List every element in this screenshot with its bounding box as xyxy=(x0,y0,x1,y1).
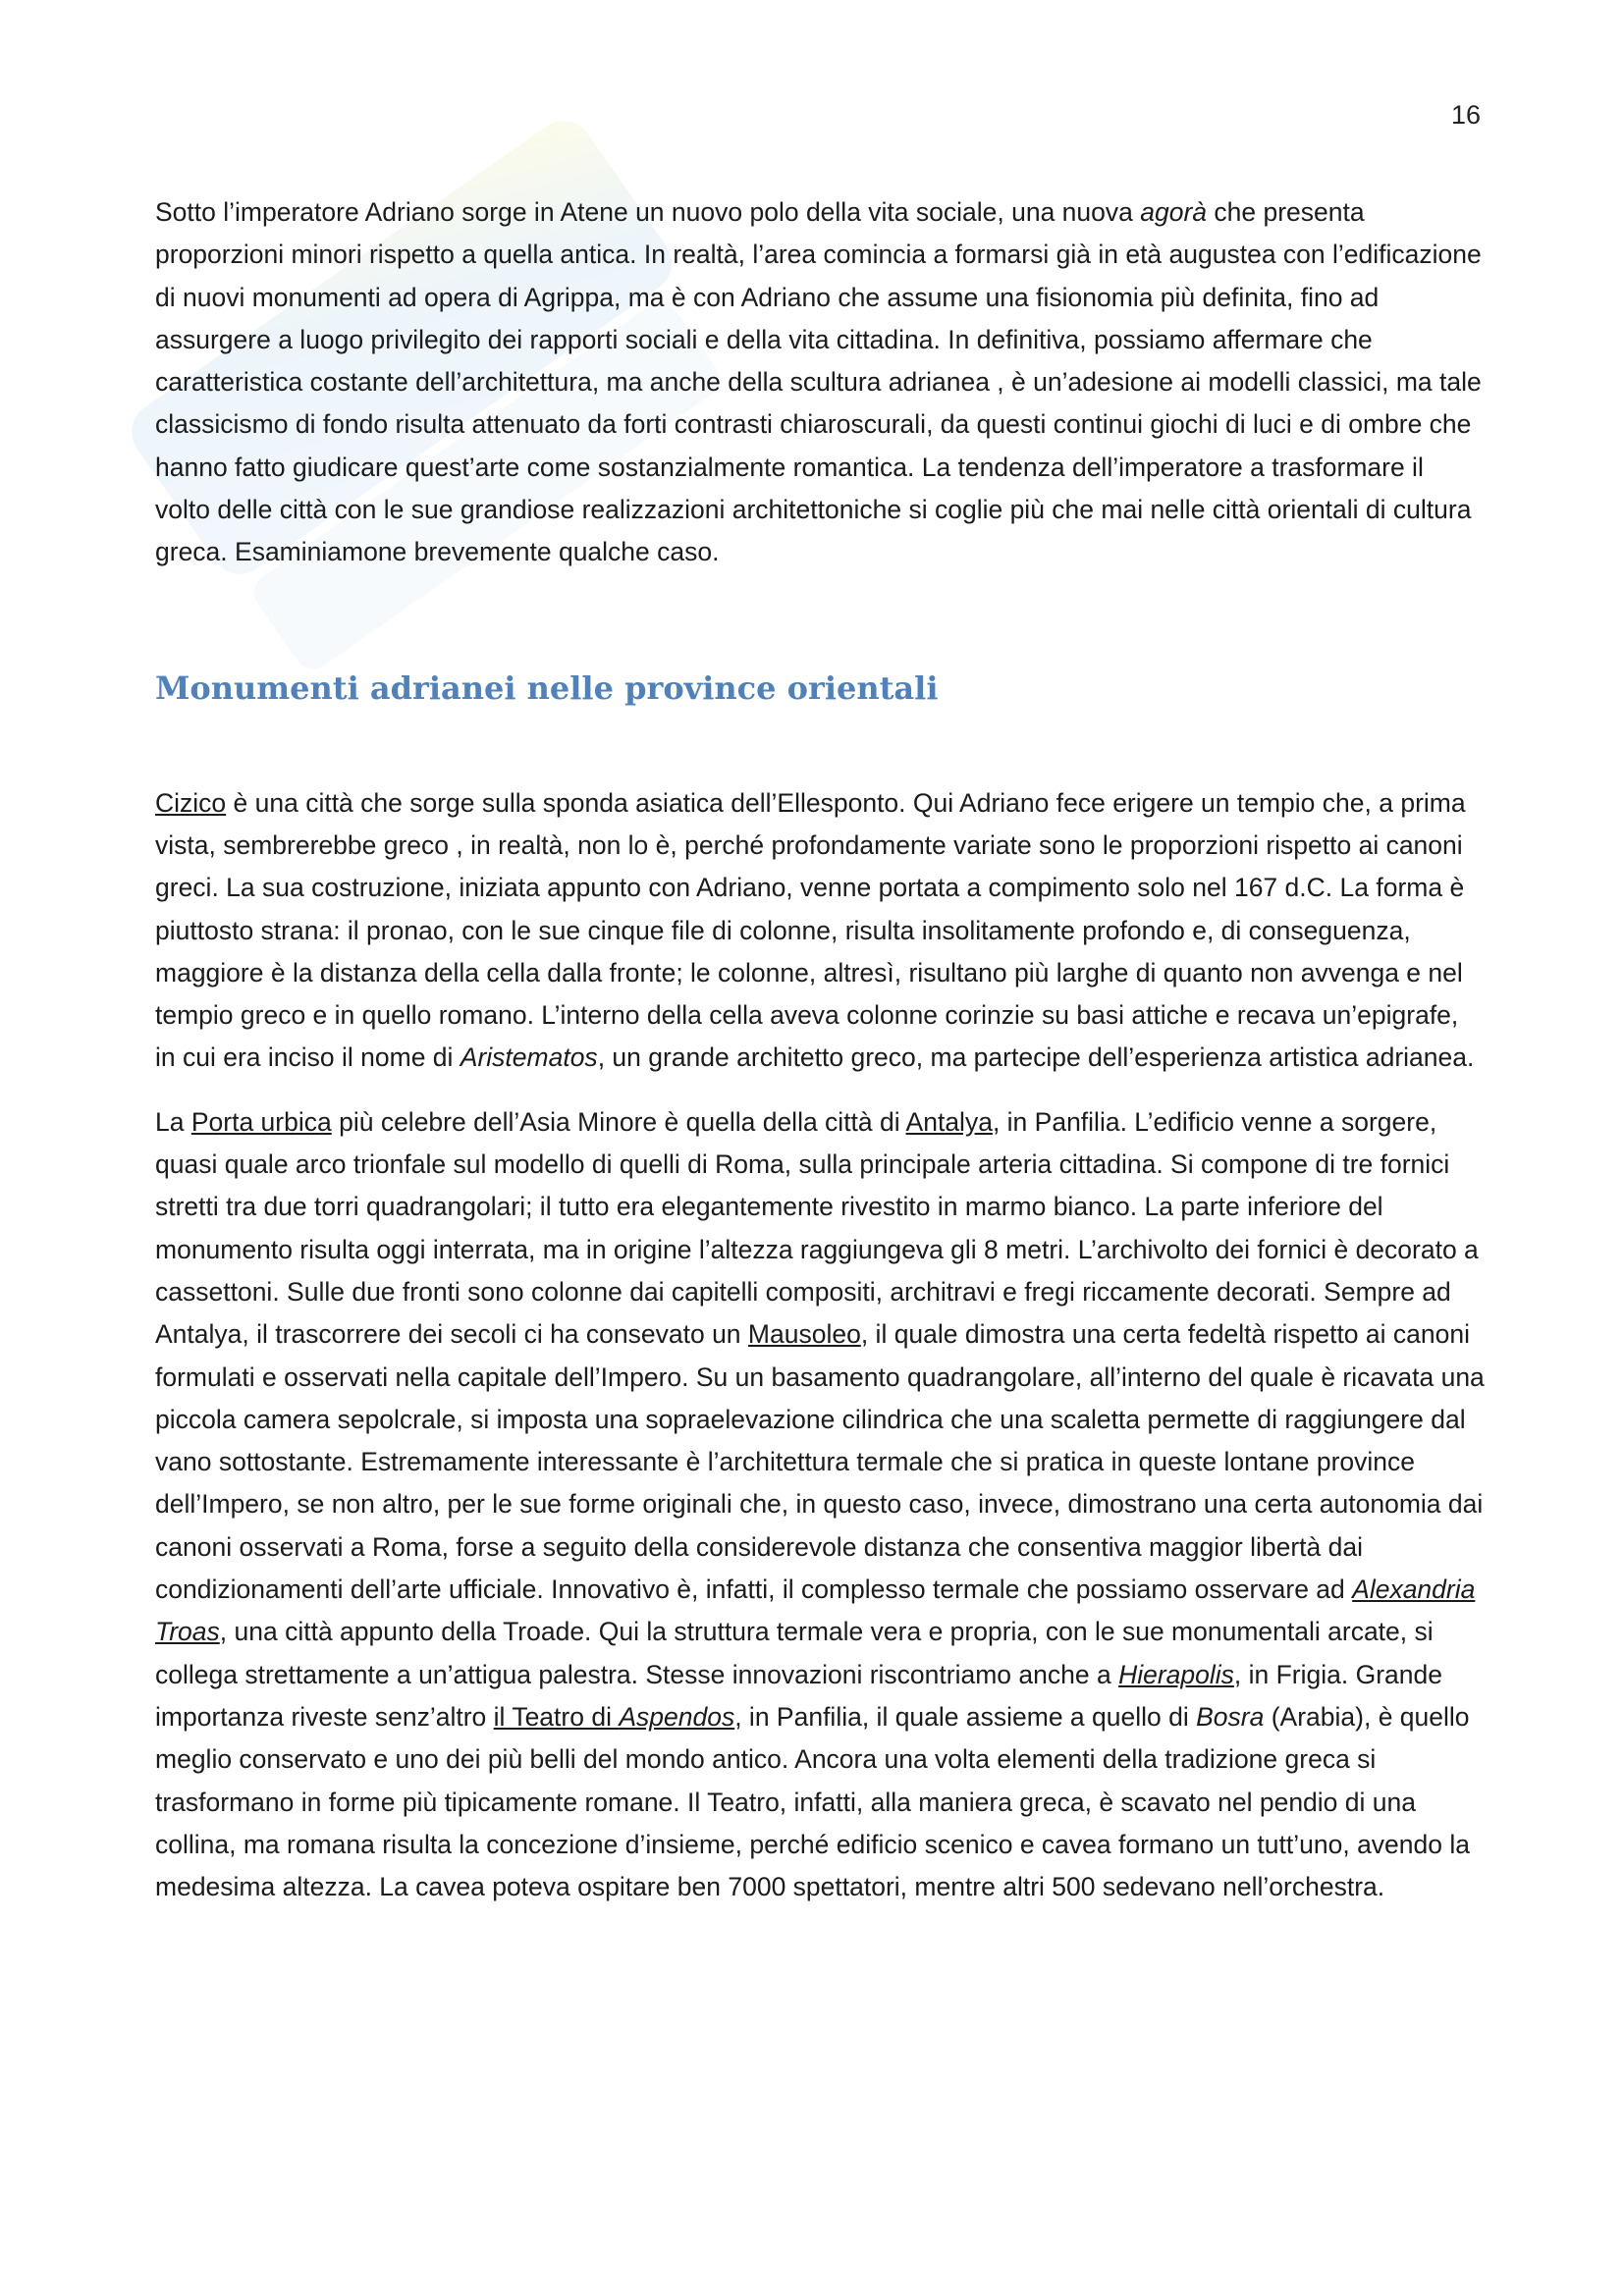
hierapolis-link: Hierapolis xyxy=(1118,1659,1234,1689)
text-run: che presenta proporzioni minori rispetto a quella antica. In realtà, l’area comincia a formarsi già in età augustea con l’edificazione di nuovi monumenti ad opera di Agrippa, ma è con Adriano che assume una fisionomia più definita, fino ad assurgere a luogo privilegito dei rapporti sociali e della vita cittadina. In definitiva, possiamo affermare che caratteristica costante dell’architettura, ma anche della scultura adrianea , è un’adesione ai modelli classici, ma tale classicismo di fondo risulta attenuato da forti contrasti chiaroscurali, da questi continui giochi di luci e di ombre che hanno fatto giudicare quest’arte come sostanzialmente romantica. La tendenza dell’imperatore a trasformare il volto delle città con le sue grandiose realizzazioni architettoniche si coglie più che mai nelle città orientali di cultura greca. Esaminiamone brevemente qualche caso. xyxy=(155,197,1482,567)
text-run: è una città che sorge sulla sponda asiatica dell’Ellesponto. Qui Adriano fece erigere un tempio che, a prima vista, sembrerebbe greco , in realtà, non lo è, perché profondamente variate sono le proporzioni rispetto ai canoni greci. La sua costruzione, iniziata appunto con Adriano, venne portata a compimento solo nel 167 d.C. La forma è piuttosto strana: il pronao, con le sue cinque file di colonne, risulta insolitamente profondo e, di conseguenza, maggiore è la distanza della cella dalla fronte; le colonne, altresì, risultano più larghe di quanto non avvenga e nel tempio greco e in quello romano. L’interno della cella aveva colonne corinzie su basi attiche e recava un’epigrafe, in cui era inciso il nome di xyxy=(155,787,1466,1073)
text-run: (Arabia), è quello meglio conservato e uno dei più belli del mondo antico. Ancora una volta elementi della tradizione greca si trasformano in forme più tipicamente romane. Il Teatro, infatti, alla maniera greca, è scavato nel pendio di una collina, ma romana risulta la concezione d’insieme, perché edificio scenico e cavea formano un tutt’uno, avendo la medesima altezza. La cavea poteva ospitare ben 7000 spettatori, mentre altri 500 sedevano nell’orchestra. xyxy=(155,1701,1471,1902)
text-run: , in Panfilia, il quale assieme a quello di xyxy=(734,1701,1197,1732)
cizico-link: Cizico xyxy=(155,787,227,818)
antalya-link: Antalya xyxy=(905,1106,993,1137)
mausoleo-link: Mausoleo xyxy=(747,1319,861,1350)
aristematos-name: Aristematos xyxy=(460,1042,598,1073)
text-run: , in Frigia. Grande importanza riveste senz’altro xyxy=(155,1659,1442,1732)
text-run: La xyxy=(155,1106,191,1137)
alexandria-troas-link: Alexandria Troas xyxy=(155,1575,1476,1647)
porta-paragraph xyxy=(155,1101,1486,1909)
document-body xyxy=(155,191,1486,1908)
text-run: Sotto l’imperatore Adriano sorge in Atene un nuovo polo della vita sociale, una nuova xyxy=(155,197,1141,227)
text-run: più celebre dell’Asia Minore è quella della città di xyxy=(331,1106,906,1137)
text-run: , il quale dimostra una certa fedeltà rispetto ai canoni formulati e osservati nella capitale dell’Impero. Su un basamento quadrangolare, all’interno del quale è ricavata una piccola camera sepolcrale, si imposta una sopraelevazione cilindrica che una scaletta permette di raggiungere dal vano sottostante. Estremamente interessante è l’architettura termale che si pratica in queste lontane province dell’Impero, se non altro, per le sue forme originali che, in questo caso, invece, dimostrano una certa autonomia dai canoni osservati a Roma, forse a seguito della considerevole distanza che consentiva maggior libertà dai condizionamenti dell’arte ufficiale. Innovativo è, infatti, il complesso termale che possiamo osservare ad xyxy=(155,1319,1485,1605)
text-run: , in Panfilia. L’edificio venne a sorgere, quasi quale arco trionfale sul modello di quelli di Roma, sulla principale arteria cittadina. Si compone di tre fornici stretti tra due torri quadrangolari; il tutto era elegantemente rivestito in marmo bianco. La parte inferiore del monumento risulta oggi interrata, ma in origine l’altezza raggiungeva gli 8 metri. L’archivolto dei fornici è decorato a cassettoni. Sulle due fronti sono colonne dai capitelli compositi, architravi e fregi riccamente decorati. Sempre ad Antalya, il trascorrere dei secoli ci ha consevato un xyxy=(155,1106,1479,1350)
teatro-aspendos-link xyxy=(494,1702,735,1732)
cizico-paragraph xyxy=(155,782,1486,1080)
aspendos-name: Aspendos xyxy=(619,1701,735,1732)
intro-paragraph xyxy=(155,191,1486,574)
section-heading: Monumenti adrianei nelle province orientali xyxy=(155,668,939,707)
text-run: , una città appunto della Troade. Qui la struttura termale vera e propria, con le sue monumentali arcate, si collega strettamente a un’attigua palestra. Stesse innovazioni riscontriamo anche a xyxy=(155,1617,1434,1689)
bosra-name: Bosra xyxy=(1196,1701,1265,1732)
page-number: 16 xyxy=(1450,100,1481,130)
text-run: il Teatro di xyxy=(493,1701,620,1732)
text-run: , un grande architetto greco, ma partecipe dell’esperienza artistica adrianea. xyxy=(597,1042,1475,1073)
agora-term: agorà xyxy=(1140,197,1208,227)
porta-urbica-link: Porta urbica xyxy=(190,1106,332,1137)
